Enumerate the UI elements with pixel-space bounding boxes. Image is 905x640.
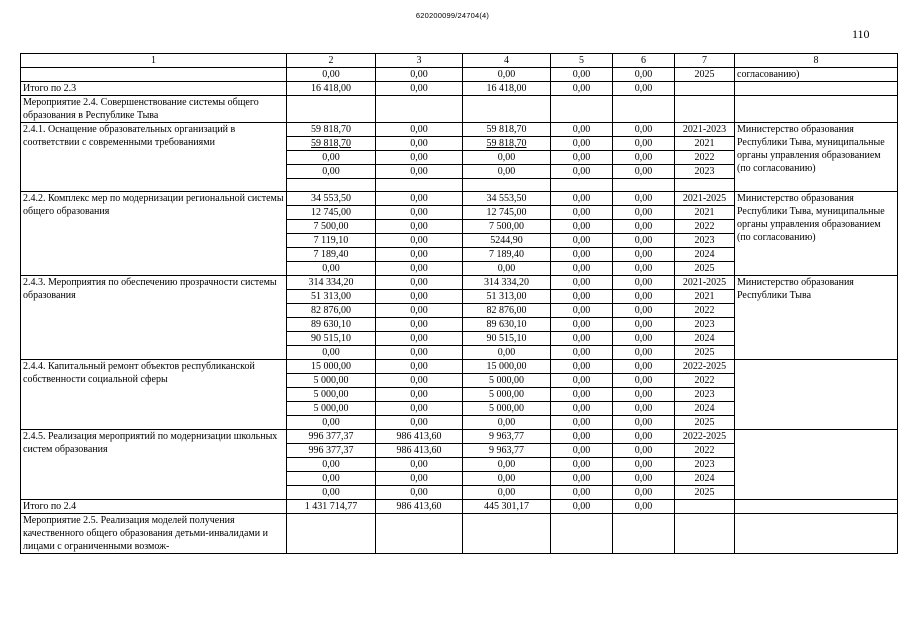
column-number: 8: [735, 54, 898, 68]
amount-cell: 445 301,17: [463, 500, 551, 514]
amount-cell: 0,00: [613, 82, 675, 96]
amount-cell: 0,00: [376, 318, 463, 332]
amount-cell: 0,00: [551, 332, 613, 346]
amount-cell: 0,00: [613, 388, 675, 402]
amount-cell: [463, 96, 551, 123]
table-row: [21, 82, 898, 96]
amount-cell: 0,00: [613, 458, 675, 472]
amount-cell: 0,00: [613, 276, 675, 290]
amount-cell: 0,00: [613, 68, 675, 82]
amount-cell: 51 313,00: [463, 290, 551, 304]
responsible-cell: Министерство образования Республики Тыва: [735, 276, 898, 360]
years-cell: 2025: [675, 486, 735, 500]
empty-cell: [613, 179, 675, 192]
table-row: [21, 68, 898, 82]
item-cell: 2.4.4. Капитальный ремонт объектов республиканской собственности социальной сферы: [21, 360, 287, 430]
amount-cell: 0,00: [376, 374, 463, 388]
amount-cell: 0,00: [613, 472, 675, 486]
years-cell: 2022: [675, 304, 735, 318]
years-cell: [675, 514, 735, 554]
amount-cell: 314 334,20: [463, 276, 551, 290]
amount-cell: [551, 96, 613, 123]
years-cell: 2024: [675, 472, 735, 486]
responsible-cell: [735, 514, 898, 554]
amount-cell: 0,00: [376, 360, 463, 374]
amount-cell: 12 745,00: [463, 206, 551, 220]
years-cell: 2023: [675, 458, 735, 472]
amount-cell: 0,00: [287, 346, 376, 360]
amount-cell: 0,00: [551, 82, 613, 96]
amount-cell: 996 377,37: [287, 444, 376, 458]
column-number-row: [21, 54, 898, 68]
amount-cell: 0,00: [463, 262, 551, 276]
item-cell: Итого по 2.3: [21, 82, 287, 96]
amount-cell: 0,00: [376, 458, 463, 472]
amount-cell: 0,00: [287, 416, 376, 430]
amount-cell: 0,00: [551, 234, 613, 248]
amount-cell: 0,00: [287, 458, 376, 472]
table-row: [21, 514, 898, 554]
amount-cell: 5 000,00: [463, 402, 551, 416]
years-cell: 2022-2025: [675, 430, 735, 444]
amount-cell: 0,00: [287, 262, 376, 276]
amount-cell: 9 963,77: [463, 444, 551, 458]
amount-cell: 0,00: [613, 318, 675, 332]
amount-cell: 15 000,00: [287, 360, 376, 374]
years-cell: 2021: [675, 290, 735, 304]
amount-cell: 0,00: [551, 486, 613, 500]
amount-cell: 0,00: [376, 472, 463, 486]
amount-cell: 0,00: [551, 220, 613, 234]
years-cell: 2022: [675, 151, 735, 165]
amount-cell: 59 818,70: [463, 137, 551, 151]
amount-cell: 89 630,10: [287, 318, 376, 332]
amount-cell: 0,00: [613, 430, 675, 444]
amount-cell: 0,00: [376, 248, 463, 262]
amount-cell: 0,00: [551, 304, 613, 318]
item-cell: 2.4.1. Оснащение образовательных организаций в соответствии с современными требованиями: [21, 123, 287, 192]
table-row: [21, 123, 898, 137]
empty-cell: [551, 179, 613, 192]
amount-cell: 986 413,60: [376, 500, 463, 514]
amount-cell: 7 500,00: [463, 220, 551, 234]
column-number: 6: [613, 54, 675, 68]
amount-cell: [287, 514, 376, 554]
amount-cell: 0,00: [376, 262, 463, 276]
amount-cell: 0,00: [463, 458, 551, 472]
amount-cell: 0,00: [287, 472, 376, 486]
amount-cell: 0,00: [551, 165, 613, 179]
years-cell: 2021-2023: [675, 123, 735, 137]
amount-cell: 0,00: [613, 332, 675, 346]
table-row: [21, 500, 898, 514]
amount-cell: 5 000,00: [287, 402, 376, 416]
amount-cell: 59 818,70: [287, 123, 376, 137]
table-row: [21, 430, 898, 444]
years-cell: 2025: [675, 68, 735, 82]
amount-cell: 0,00: [551, 123, 613, 137]
years-cell: 2023: [675, 388, 735, 402]
amount-cell: 0,00: [551, 206, 613, 220]
amount-cell: 996 377,37: [287, 430, 376, 444]
amount-cell: 0,00: [376, 402, 463, 416]
amount-cell: 0,00: [551, 360, 613, 374]
amount-cell: 5 000,00: [463, 374, 551, 388]
years-cell: 2022: [675, 220, 735, 234]
amount-cell: 7 189,40: [463, 248, 551, 262]
amount-cell: 0,00: [376, 165, 463, 179]
amount-cell: 16 418,00: [287, 82, 376, 96]
amount-cell: 0,00: [551, 151, 613, 165]
years-cell: 2022-2025: [675, 360, 735, 374]
responsible-cell: Министерство образования Республики Тыва, муниципальные органы управления образованием (по согласованию): [735, 123, 898, 192]
responsible-cell: [735, 430, 898, 500]
amount-cell: 16 418,00: [463, 82, 551, 96]
amount-cell: 82 876,00: [287, 304, 376, 318]
item-cell: [21, 68, 287, 82]
amount-cell: 89 630,10: [463, 318, 551, 332]
amount-cell: 0,00: [613, 374, 675, 388]
amount-cell: 0,00: [613, 220, 675, 234]
column-number: 4: [463, 54, 551, 68]
years-cell: 2023: [675, 234, 735, 248]
years-cell: 2024: [675, 332, 735, 346]
amount-cell: 0,00: [551, 388, 613, 402]
empty-cell: [675, 179, 735, 192]
column-number: 5: [551, 54, 613, 68]
amount-cell: 5 000,00: [287, 374, 376, 388]
table-row: [21, 276, 898, 290]
amount-cell: 0,00: [287, 68, 376, 82]
amount-cell: 0,00: [551, 500, 613, 514]
amount-cell: 0,00: [376, 276, 463, 290]
amount-cell: 0,00: [376, 416, 463, 430]
item-cell: Мероприятие 2.5. Реализация моделей получения качественного общего образования детьми-инвалидами и лицами с ограниченными возмож-: [21, 514, 287, 554]
column-number: 2: [287, 54, 376, 68]
amount-cell: 0,00: [463, 151, 551, 165]
empty-cell: [376, 179, 463, 192]
amount-cell: 90 515,10: [287, 332, 376, 346]
years-cell: 2021-2025: [675, 276, 735, 290]
table-row: [21, 192, 898, 206]
amount-cell: 0,00: [613, 206, 675, 220]
amount-cell: 0,00: [613, 248, 675, 262]
amount-cell: 0,00: [551, 68, 613, 82]
amount-cell: 0,00: [551, 402, 613, 416]
amount-cell: 5244,90: [463, 234, 551, 248]
amount-cell: 0,00: [613, 234, 675, 248]
amount-cell: 59 818,70: [463, 123, 551, 137]
amount-cell: [376, 96, 463, 123]
years-cell: 2025: [675, 346, 735, 360]
amount-cell: 90 515,10: [463, 332, 551, 346]
budget-table: [20, 53, 898, 554]
amount-cell: 0,00: [551, 290, 613, 304]
amount-cell: 314 334,20: [287, 276, 376, 290]
amount-cell: 9 963,77: [463, 430, 551, 444]
amount-cell: 0,00: [613, 137, 675, 151]
years-cell: 2024: [675, 402, 735, 416]
amount-cell: 59 818,70: [287, 137, 376, 151]
item-cell: Итого по 2.4: [21, 500, 287, 514]
years-cell: 2022: [675, 374, 735, 388]
amount-cell: 0,00: [376, 234, 463, 248]
years-cell: 2025: [675, 416, 735, 430]
amount-cell: 0,00: [376, 192, 463, 206]
amount-cell: 0,00: [551, 137, 613, 151]
amount-cell: 0,00: [551, 248, 613, 262]
responsible-cell: согласованию): [735, 68, 898, 82]
amount-cell: 0,00: [613, 151, 675, 165]
responsible-cell: [735, 360, 898, 430]
amount-cell: 0,00: [551, 444, 613, 458]
amount-cell: 0,00: [613, 486, 675, 500]
years-cell: 2023: [675, 165, 735, 179]
amount-cell: 82 876,00: [463, 304, 551, 318]
amount-cell: 51 313,00: [287, 290, 376, 304]
amount-cell: [613, 96, 675, 123]
amount-cell: 5 000,00: [463, 388, 551, 402]
years-cell: 2021-2025: [675, 192, 735, 206]
amount-cell: 0,00: [613, 500, 675, 514]
amount-cell: 0,00: [287, 165, 376, 179]
amount-cell: 7 189,40: [287, 248, 376, 262]
years-cell: [675, 500, 735, 514]
amount-cell: 0,00: [376, 137, 463, 151]
amount-cell: 0,00: [463, 68, 551, 82]
amount-cell: 0,00: [376, 123, 463, 137]
amount-cell: 0,00: [376, 82, 463, 96]
amount-cell: [463, 514, 551, 554]
responsible-cell: [735, 82, 898, 96]
amount-cell: 0,00: [287, 151, 376, 165]
amount-cell: 0,00: [613, 123, 675, 137]
amount-cell: [613, 514, 675, 554]
years-cell: 2021: [675, 137, 735, 151]
amount-cell: 0,00: [376, 332, 463, 346]
amount-cell: 0,00: [551, 416, 613, 430]
amount-cell: 0,00: [613, 304, 675, 318]
amount-cell: 0,00: [287, 486, 376, 500]
amount-cell: [551, 514, 613, 554]
years-cell: [675, 96, 735, 123]
years-cell: 2023: [675, 318, 735, 332]
amount-cell: 0,00: [376, 68, 463, 82]
amount-cell: 0,00: [551, 318, 613, 332]
amount-cell: 0,00: [376, 486, 463, 500]
amount-cell: 0,00: [551, 458, 613, 472]
empty-cell: [287, 179, 376, 192]
item-cell: 2.4.3. Мероприятия по обеспечению прозрачности системы образования: [21, 276, 287, 360]
amount-cell: 34 553,50: [287, 192, 376, 206]
amount-cell: 0,00: [463, 346, 551, 360]
amount-cell: 0,00: [551, 192, 613, 206]
amount-cell: 0,00: [551, 262, 613, 276]
amount-cell: 0,00: [376, 304, 463, 318]
column-number: 1: [21, 54, 287, 68]
amount-cell: 0,00: [551, 276, 613, 290]
column-number: 3: [376, 54, 463, 68]
amount-cell: 0,00: [551, 472, 613, 486]
amount-cell: 0,00: [463, 416, 551, 430]
responsible-cell: [735, 500, 898, 514]
amount-cell: 5 000,00: [287, 388, 376, 402]
amount-cell: 0,00: [376, 388, 463, 402]
amount-cell: 0,00: [463, 486, 551, 500]
amount-cell: 986 413,60: [376, 444, 463, 458]
page-number: 110: [852, 27, 870, 41]
amount-cell: 0,00: [613, 416, 675, 430]
amount-cell: 0,00: [613, 192, 675, 206]
years-cell: 2025: [675, 262, 735, 276]
empty-cell: [463, 179, 551, 192]
amount-cell: 0,00: [613, 360, 675, 374]
amount-cell: 0,00: [376, 290, 463, 304]
table-row: [21, 96, 898, 123]
amount-cell: 34 553,50: [463, 192, 551, 206]
table-row: [21, 360, 898, 374]
years-cell: 2022: [675, 444, 735, 458]
years-cell: [675, 82, 735, 96]
amount-cell: 0,00: [613, 444, 675, 458]
item-cell: Мероприятие 2.4. Совершенствование системы общего образования в Республике Тыва: [21, 96, 287, 123]
amount-cell: 7 500,00: [287, 220, 376, 234]
amount-cell: 12 745,00: [287, 206, 376, 220]
amount-cell: 0,00: [551, 430, 613, 444]
amount-cell: 0,00: [613, 165, 675, 179]
amount-cell: 7 119,10: [287, 234, 376, 248]
amount-cell: 0,00: [376, 151, 463, 165]
amount-cell: 0,00: [613, 402, 675, 416]
amount-cell: 986 413,60: [376, 430, 463, 444]
item-cell: 2.4.2. Комплекс мер по модернизации региональной системы общего образования: [21, 192, 287, 276]
amount-cell: 0,00: [376, 346, 463, 360]
responsible-cell: [735, 96, 898, 123]
amount-cell: 0,00: [613, 346, 675, 360]
responsible-cell: Министерство образования Республики Тыва, муниципальные органы управления образованием (по согласованию): [735, 192, 898, 276]
amount-cell: 0,00: [551, 346, 613, 360]
years-cell: 2021: [675, 206, 735, 220]
document-id: 620200099/24704(4): [415, 11, 490, 20]
amount-cell: 0,00: [376, 206, 463, 220]
amount-cell: 0,00: [613, 290, 675, 304]
years-cell: 2024: [675, 248, 735, 262]
amount-cell: 15 000,00: [463, 360, 551, 374]
amount-cell: 0,00: [551, 374, 613, 388]
column-number: 7: [675, 54, 735, 68]
amount-cell: [376, 514, 463, 554]
amount-cell: 0,00: [463, 165, 551, 179]
amount-cell: 1 431 714,77: [287, 500, 376, 514]
amount-cell: 0,00: [463, 472, 551, 486]
item-cell: 2.4.5. Реализация мероприятий по модернизации школьных систем образования: [21, 430, 287, 500]
amount-cell: [287, 96, 376, 123]
amount-cell: 0,00: [613, 262, 675, 276]
amount-cell: 0,00: [376, 220, 463, 234]
